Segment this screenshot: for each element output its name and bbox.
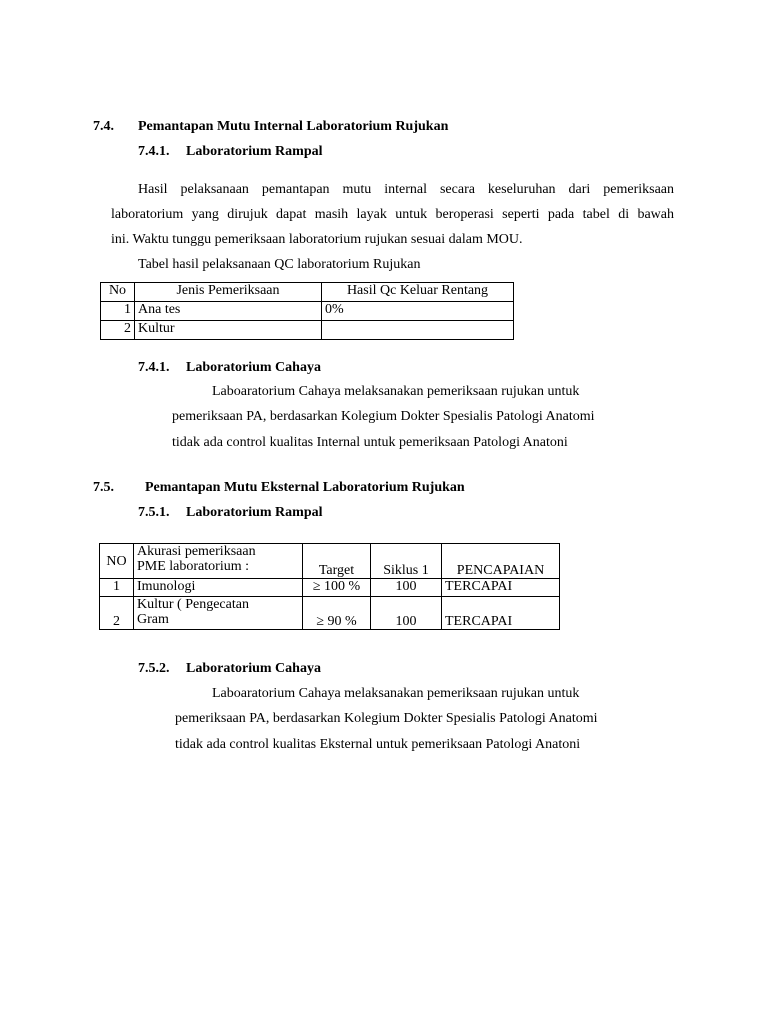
table-row [100,579,560,597]
table-row [101,302,514,321]
paragraph-line: Laboaratorium Cahaya melaksanakan pemeriksaan rujukan untuk [212,384,580,399]
paragraph-line: Laboaratorium Cahaya melaksanakan pemeriksaan rujukan untuk [212,686,580,701]
table-cell: 100 [371,597,442,630]
paragraph-line: tidak ada control kualitas Internal untuk pemeriksaan Patologi Anatoni [172,435,568,450]
table-row [101,321,514,340]
table-cell: Ana tes [135,302,322,321]
table-cell: 1 [101,302,135,321]
paragraph-line: ini. Waktu tunggu pemeriksaan laboratorium rujukan sesuai dalam MOU. [111,232,523,247]
table-cell [134,597,303,630]
table-row [100,597,560,630]
subsection-7-5-2-number: 7.5.2. [138,661,170,676]
table-header-cell: NO [100,544,134,579]
subsection-7-5-1-title: Laboratorium Rampal [186,505,323,520]
header-line: Akurasi pemeriksaan [137,544,256,559]
table-cell [322,321,514,340]
header-line: PME laboratorium : [137,559,249,574]
subsection-7-4-1b-number: 7.4.1. [138,360,170,375]
pme-external-table [99,543,560,630]
paragraph-line: tidak ada control kualitas Eksternal untuk pemeriksaan Patologi Anatoni [175,737,581,752]
table-cell: Imunologi [134,579,303,597]
subsection-7-5-2-title: Laboratorium Cahaya [186,661,321,676]
table-caption: Tabel hasil pelaksanaan QC laboratorium Rujukan [138,257,421,272]
table-header-cell: Hasil Qc Keluar Rentang [322,283,514,302]
section-7-4-title: Pemantapan Mutu Internal Laboratorium Rujukan [138,119,449,134]
table-cell: TERCAPAI [442,597,560,630]
table-header-cell: Siklus 1 [371,544,442,579]
cell-line: Gram [137,612,169,627]
section-7-5-title: Pemantapan Mutu Eksternal Laboratorium Rujukan [145,480,465,495]
table-cell: ≥ 100 % [303,579,371,597]
paragraph-line: pemeriksaan PA, berdasarkan Kolegium Dokter Spesialis Patologi Anatomi [172,409,595,424]
subsection-7-4-1b-title: Laboratorium Cahaya [186,360,321,375]
table-header-cell [134,544,303,579]
table-cell: 0% [322,302,514,321]
table-cell: ≥ 90 % [303,597,371,630]
table-cell: 2 [101,321,135,340]
table-header-cell: Target [303,544,371,579]
subsection-7-4-1-title: Laboratorium Rampal [186,144,323,159]
table-cell: 1 [100,579,134,597]
table-cell: TERCAPAI [442,579,560,597]
paragraph-line: Hasil pelaksanaan pemantapan mutu internal secara keseluruhan dari pemeriksaan [138,182,674,197]
section-7-5-number: 7.5. [93,480,114,495]
table-header-cell: No [101,283,135,302]
subsection-7-5-1-number: 7.5.1. [138,505,170,520]
paragraph-line: laboratorium yang dirujuk dapat masih layak untuk beroperasi seperti pada tabel di bawah [111,207,674,222]
paragraph-line: pemeriksaan PA, berdasarkan Kolegium Dokter Spesialis Patologi Anatomi [175,711,598,726]
qc-internal-table [100,282,514,340]
cell-line: Kultur ( Pengecatan [137,597,249,612]
table-cell: 100 [371,579,442,597]
table-cell: Kultur [135,321,322,340]
table-cell: 2 [100,597,134,630]
section-7-4-number: 7.4. [93,119,114,134]
subsection-7-4-1-number: 7.4.1. [138,144,170,159]
table-header-cell: Jenis Pemeriksaan [135,283,322,302]
table-header-cell: PENCAPAIAN [442,544,560,579]
